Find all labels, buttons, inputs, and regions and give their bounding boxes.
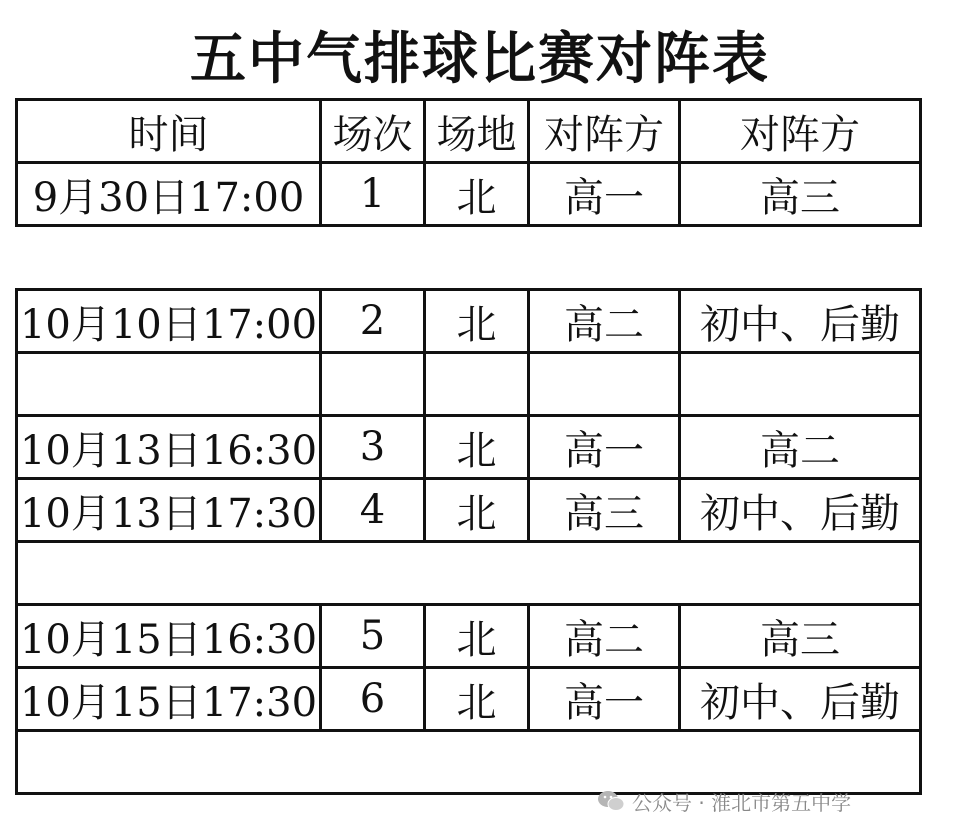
header-row [17, 100, 921, 163]
table-row [17, 479, 921, 542]
table-row-spacer [17, 731, 921, 794]
page-title: 五中气排球比赛对阵表 [190, 27, 770, 92]
match-number: 2 [321, 290, 425, 353]
team-a: 高二 [529, 605, 680, 668]
watermark [596, 786, 851, 816]
header-team-b: 对阵方 [680, 100, 921, 163]
match-number: 5 [321, 605, 425, 668]
wechat-icon [596, 789, 626, 813]
match-venue: 北 [425, 605, 529, 668]
match-venue: 北 [425, 479, 529, 542]
header-venue: 场地 [425, 100, 529, 163]
team-b: 高三 [680, 163, 921, 226]
team-a: 高一 [529, 668, 680, 731]
match-venue: 北 [425, 416, 529, 479]
team-b: 初中、后勤 [680, 479, 921, 542]
match-number [321, 353, 425, 416]
match-time: 10月13日16:30 [17, 416, 321, 479]
header-time: 时间 [17, 100, 321, 163]
match-time: 10月15日17:30 [17, 668, 321, 731]
match-time: 9月30日17:00 [17, 163, 321, 226]
match-venue: 北 [425, 668, 529, 731]
team-a: 高一 [529, 416, 680, 479]
table-row [17, 163, 921, 226]
team-b: 高三 [680, 605, 921, 668]
match-time [17, 353, 321, 416]
team-b: 初中、后勤 [680, 668, 921, 731]
spacer-cell [17, 542, 921, 605]
schedule-table-2 [15, 288, 922, 795]
team-b: 高二 [680, 416, 921, 479]
team-a [529, 353, 680, 416]
match-venue: 北 [425, 290, 529, 353]
table-row [17, 605, 921, 668]
table-row [17, 416, 921, 479]
match-venue [425, 353, 529, 416]
match-time: 10月13日17:30 [17, 479, 321, 542]
match-number: 4 [321, 479, 425, 542]
match-number: 6 [321, 668, 425, 731]
match-venue: 北 [425, 163, 529, 226]
table-row-empty [17, 353, 921, 416]
table-row-spacer [17, 542, 921, 605]
match-number: 1 [321, 163, 425, 226]
table-row [17, 668, 921, 731]
spacer-cell [17, 731, 921, 794]
team-a: 高三 [529, 479, 680, 542]
team-b: 初中、后勤 [680, 290, 921, 353]
header-match-number: 场次 [321, 100, 425, 163]
watermark-text: 公众号 · 淮北市第五中学 [632, 790, 852, 815]
match-time: 10月15日16:30 [17, 605, 321, 668]
match-number: 3 [321, 416, 425, 479]
team-a: 高二 [529, 290, 680, 353]
table-row [17, 290, 921, 353]
team-a: 高一 [529, 163, 680, 226]
schedule-table-1 [15, 98, 922, 227]
match-time: 10月10日17:00 [17, 290, 321, 353]
header-team-a: 对阵方 [529, 100, 680, 163]
team-b [680, 353, 921, 416]
